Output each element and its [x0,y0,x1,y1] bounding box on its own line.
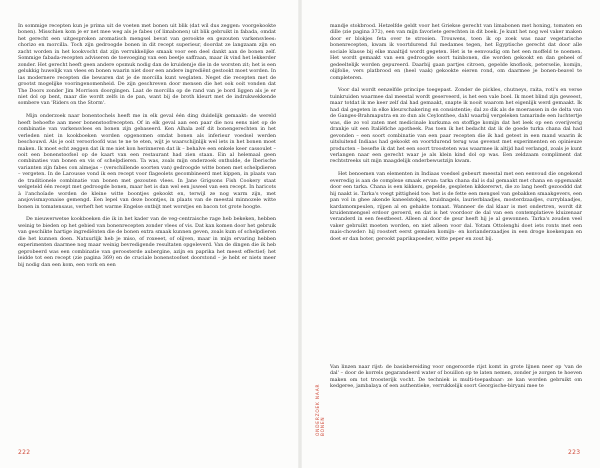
sidebar-label: ONDERZOEK NAAR BONEN [316,383,326,436]
right-page-number: 223 [568,449,581,456]
left-page-number: 222 [18,449,31,456]
left-page-body [18,23,276,274]
right-paragraph-2: Voor dal wordt eenzelfde principe toegepast. Zonder de pickles, chutneys, raita, roti's en verse tuinkruiden waarmee dal meestal wordt geserveerd, is het een vale boel. Ik moet blind zijn geweest, maar totdat ik me keer zelf dal had gemaakt, snapte ik nooit waarom het eigenlijk werd gemaakt. Ik had dal gegeten in elke kleurschakering en consistentie; dal zo dik als de moerassen in de delta van de Ganges-Brahmaputra en zo dun als Ceylonthee, dahl waarbij vergeleken tamarinde een luchtertje was, die zo vol zaten met medicinale kurkuma en stoffige komijn dat het leek op een overijverig drankje uit een Italiëfiche apotheek. Pas toen ik het bedacht dat ik de goede turka chana dal had gevonden – een soort combinatie van een paar recepten die ik had getest in een mand waarin ik uitsluitend Indiaas had gekookt en voortdurend terug was gevenst met experimenten en opinieuze producten – besefte ik dat het een soort troosteten was waarmee ik altijd had verlangd, zoals je kunt verlangen naar een gerecht waar je als klein kind dol op was. Een zeldzaam compliment dat rechtstreeks uit mijn maagdelijk onderbewustzijn kwam. [330,87,582,165]
left-paragraph-1: In sommige recepten kun je prima uit de voeten met bonen uit blik (dat wil dus zeggen: voorgekookte bonen). Misschien kom je er net mee weg als je fabes (of limabonen) uit blik gebruikt in fabada, omdat het gerecht een uitgesproken aromatisch mengsel bevat van gerookte en gezouten varkensvlees: chorizo en morcilla. Toch zijn gedroogde bonen in dit recept superieur, doordat ze langzaam zijn en zacht worden in het kookvocht dat zijn verrukkelijke smaak voor een deel dankt aan de bonen zelf. Sommige fabada-recepten adviseren de toevoeging van een beetje saffraan, maar ik vind het lekkerder zonder. Het gerecht heeft geen andere opsmuk nodig dan de kruiden(je die in de worsten zit; het is een gelukkig huwelijk van vlees en bonen waarin niet door een andere ingrediënt gestookt moet worden. In las modernere recepten die bewaren dat je de morcilla kunt weglaten. Neget die recepten met de grootst mogelijke vooringenomenheid. De zijn geschreven door mensen die het ook ooit vonden dat The Doors zonder Jim Morrison doorgingen. Laat de morcilla op de rand van je bord liggen als je er niet dol op bent, maar die wordt zelfs in de pan, want bij de broth kleurt met de indrukwekkende sombere van 'Riders on the Storm'. [18,23,276,107]
left-paragraph-3: De nieuwerwetse kookboeken die ik in het kader van de veg-centraische rage heb bekeken, hebben weinig te bieden op het gebied van bonenrecepten zonder vlees of vis. Dat kan komen door het gebruik van geschikte hartige ingrediënten die de bonen extra smaak kunnen geven, zoals kum of schelpdieren die het kunnen doen. Natuurlijk heb je miso, of roxeeet, of olijven, maar in mijn ervaring hebben experimenten daarmee nog maar weinig bevredigende resultaten opgeleverd. Van de dingen die ik heb geprobeerd was een combinatie van geroosterde aubergine, azijn en paprika het meest effectief; het leidde tot een recept (zie pagina 369) en de cruciale bonenstoofset doorstond – je hebt er niets meer bij nodig dan een kom, een vork en een [18,216,276,268]
right-page [300,0,600,468]
right-paragraph-1: mandje stokbrood. Hetzelfde geldt voor het Griekse gerecht van limabonen met honing, tomaten en dille (zie pagina 372), een van mijn favoriete gerechten in dit boek. Je kunt het nog wel vaker maken door er blokjes feta over te strooien. Trouwens, toen ik op zoek was naar vegetarische bonenrecepten, kwam ik voortdurend ful medames tegen, het Egyptische gerecht dat door alle sociale klasse bij elke maaltijd wordt gegeten. Het is te eenvoudig om het een moffeld te noemen. Het wordt gemaakt van een gedroogde soort tuinbonen, die worden gekookt en dan geheel of gedeeltelijk worden gepureerd. Daarbij gaan partjes citroen, gepelde knoflook, peterselie, komijn, olijfolie, vers platbrood en (heel vaak) gekookte eieren rond, om daarmee je bonen-beavel te completeren. [330,23,582,81]
right-page-body [330,23,582,249]
right-paragraph-3: Het benoemen van elementen in Indiaas voedsel gebeurt meestal met een eenvoud die ongekend everredig is aan de complexe smaak ervan: tarka chana dal is dal gemaakt met chana en opgemaakt door een tarka. Chana is een kikkers, gepelde, gespleten kikkererwt, die zo lang heeft gezooddd dat hij naakt is. Tarka's voegt pittigheid toe: het is de fette een mengsel van gebakken smaakgevers, een pan vol in ghee akende kaneelstokjes, kruidnagels, laurierblaadjes, mosterdzaadjes, curryblaadjes, kardamompeulen, rijpen al en gehakte tomaat. Wanneer de dal klaar is met ondertren, wordt dit kruidenmengsel erdoor geroerd, en dat is het voordoor de dal van een contemplatieve kluizenaar veranderd in een feestbeest. Alleen al door de geur heeft hij je al gewonnen. Tarka's zouden veel vaker gebruikt moeten worden, en niet alleen voor dal. Yotam Ottolenghi doet iets ronts met een mais-chowder: hij roostert eerst gemalen komijn- en korianderzaadjes in een droge koekenpan en doet er dan boter, gerookt paprikapoeder, witte peper en zout bij. [330,171,582,242]
sidebar-text: Van linzen naar rijst: de basisbereiding voor ongeroorde rijst komt in grote lijnen neer op 'van de dal' – door de korrels gegarandeerd water of bouillon op te laten nemen, zonder je zorgen te hoeven maken om tot troosterijk vocht. De techniek is multi-toepasbaar: ze kan worden gebruikt om kedgeree, jambalaya of een authentieke, verrukkelijk soort Georgische-biryani mee te [330,364,582,390]
left-paragraph-2: Mijn onderzoek naar bonentochels heeft me in elk geval één ding duidelijk gemaakt: de wereld heeft behoefte aan meer bonenstoofrecepten. Of in elk geval aan een paar die nou eens niet op de combinatie van varkensvlees en bonen zijn gebaseerd. Ken Alhala zelf dit bonengerechten in het verleden niet in kookboeken worden opgenomen omdat bonen als inferieur voedsel werden beschouwd. Als je ooit veroorloofd was te ne te eten, wijt je waarschijnlijk wel iets in het bonen moet maken. Ik moet echt zeggen dat ik me niet kon herinneren dat ik – behalve een enkele keer cassoulet – ooit een bonenstoofsel op de kaart van een restaurant had zien staan. Ein al helemaal geen combinaties van bonen en vis of schelpdieren. Ta was, zoals mijn onderzoek onthulde, de Iberische varianten zijn fabes con almejas – (verschillende soorten van) gedroogde witte bonen met schelpdieren – vergeten. In de Larousse vond ik een recept voor flageolets gecombineerd met kippen, in plaats van de traditionele combinatie van bonen met gezouten vlees. In Jane Grigsons Fish Cookery staat welgeteld één recept met gedroogde bonen, maar het is dan wel een juweel van een recept. In haricots à l'anchoïade worden de kleine witte boontjes gekookt en, terwijl ze nog warm zijn, met ansjovismayonaise gemengd. Een lepel van deze boontjes, in plaats van de meestal minnozele witte bonen in tomatensaus, verheft het warme Engelse ontbijt met worstjes en bacon tot grote hoogte. [18,113,276,210]
